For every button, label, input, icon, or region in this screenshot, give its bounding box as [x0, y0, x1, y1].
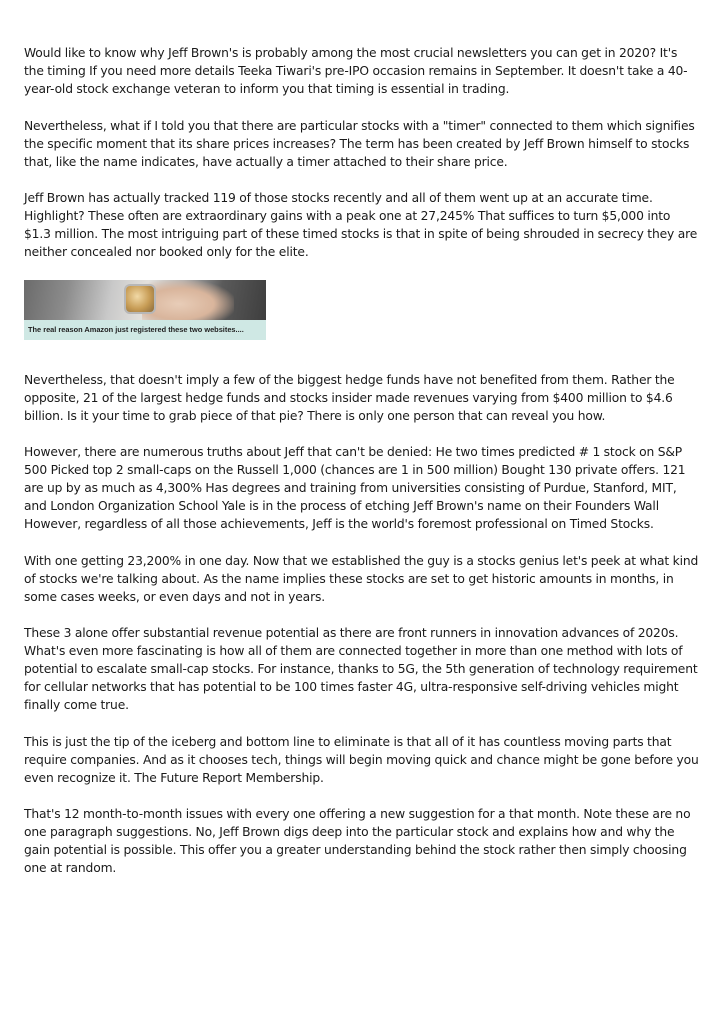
- paragraph-tip-of-iceberg: This is just the tip of the iceberg and bottom line to eliminate is that all of it has countless moving parts that require companies. And as it chooses tech, things will begin moving quick and chance might be gone before you even recognize it. The Future Report Membership.: [24, 734, 699, 785]
- ad-banner[interactable]: [24, 280, 266, 340]
- paragraph-stock-genius: With one getting 23,200% in one day. Now that we established the guy is a stocks genius let's peek at what kind of stocks we're talking about. As the name implies these stocks are set to get historic amounts in months, in some cases weeks, or even days and not in years.: [24, 553, 699, 604]
- article-body: [24, 44, 700, 896]
- paragraph-timer-stocks: Nevertheless, what if I told you that there are particular stocks with a "timer" connected to them which signifies the specific moment that its share prices increases? The term has been created by Jeff Brown himself to stocks that, like the name indicates, have actually a timer attached to their share price.: [24, 118, 695, 169]
- paragraph-hedge-funds: Nevertheless, that doesn't imply a few of the biggest hedge funds have not benefited from them. Rather the opposite, 21 of the largest hedge funds and stocks insider made revenues varying from $400 million to $4.6 billion. Is it your time to grab piece of that pie? There is only one person that can reveal you how.: [24, 372, 675, 423]
- paragraph-tracked-stocks: Jeff Brown has actually tracked 119 of those stocks recently and all of them went up at an accurate time. Highlight? These often are extraordinary gains with a peak one at 27,245% That suffices to turn $5,000 into $1.3 million. The most intriguing part of these timed stocks is that in spite of being shrouded in secrecy they are neither concealed nor booked only for the elite.: [24, 191, 698, 259]
- paragraph-jeff-truths: However, there are numerous truths about Jeff that can't be denied: He two times predicted # 1 stock on S&P 500 Picked top 2 small-caps on the Russell 1,000 (chances are 1 in 500 million) Bought 130 private offers. 121 are up by as much as 4,300% Has degrees and training from universities consisting of Purdue, Stanford, MIT, and London Organization School Yale is in the process of etching Jeff Brown's name on their Founders Wall However, regardless of all those achievements, Jeff is the world's foremost professional on Timed Stocks.: [24, 445, 686, 531]
- paragraph-monthly-issues: That's 12 month-to-month issues with every one offering a new suggestion for a that month. Note these are no one paragraph suggestions. No, Jeff Brown digs deep into the particular stock and explains how and why the gain potential is possible. This offer you a greater understanding behind the stock rather then simply choosing one at random.: [24, 807, 691, 875]
- paragraph-revenue-potential: These 3 alone offer substantial revenue potential as there are front runners in innovation advances of 2020s. What's even more fascinating is how all of them are connected together in more than one method with lots of potential to escalate small-cap stocks. For instance, thanks to 5G, the 5th generation of technology requirement for cellular networks that has potential to be 100 times faster 4G, ultra-responsive self-driving vehicles might finally come true.: [24, 626, 698, 712]
- paragraph-timing-intro: Would like to know why Jeff Brown's is probably among the most crucial newsletters you can get in 2020? It's the timing If you need more details Teeka Tiwari's pre-IPO occasion remains in September. It doesn't take a 40-year-old stock exchange veteran to inform you that timing is essential in trading.: [24, 46, 688, 96]
- ad-image-chip: [126, 286, 154, 312]
- ad-image[interactable]: [24, 280, 266, 320]
- ad-caption[interactable]: The real reason Amazon just registered these two websites....: [24, 320, 266, 340]
- ad-image-hand: [142, 280, 234, 320]
